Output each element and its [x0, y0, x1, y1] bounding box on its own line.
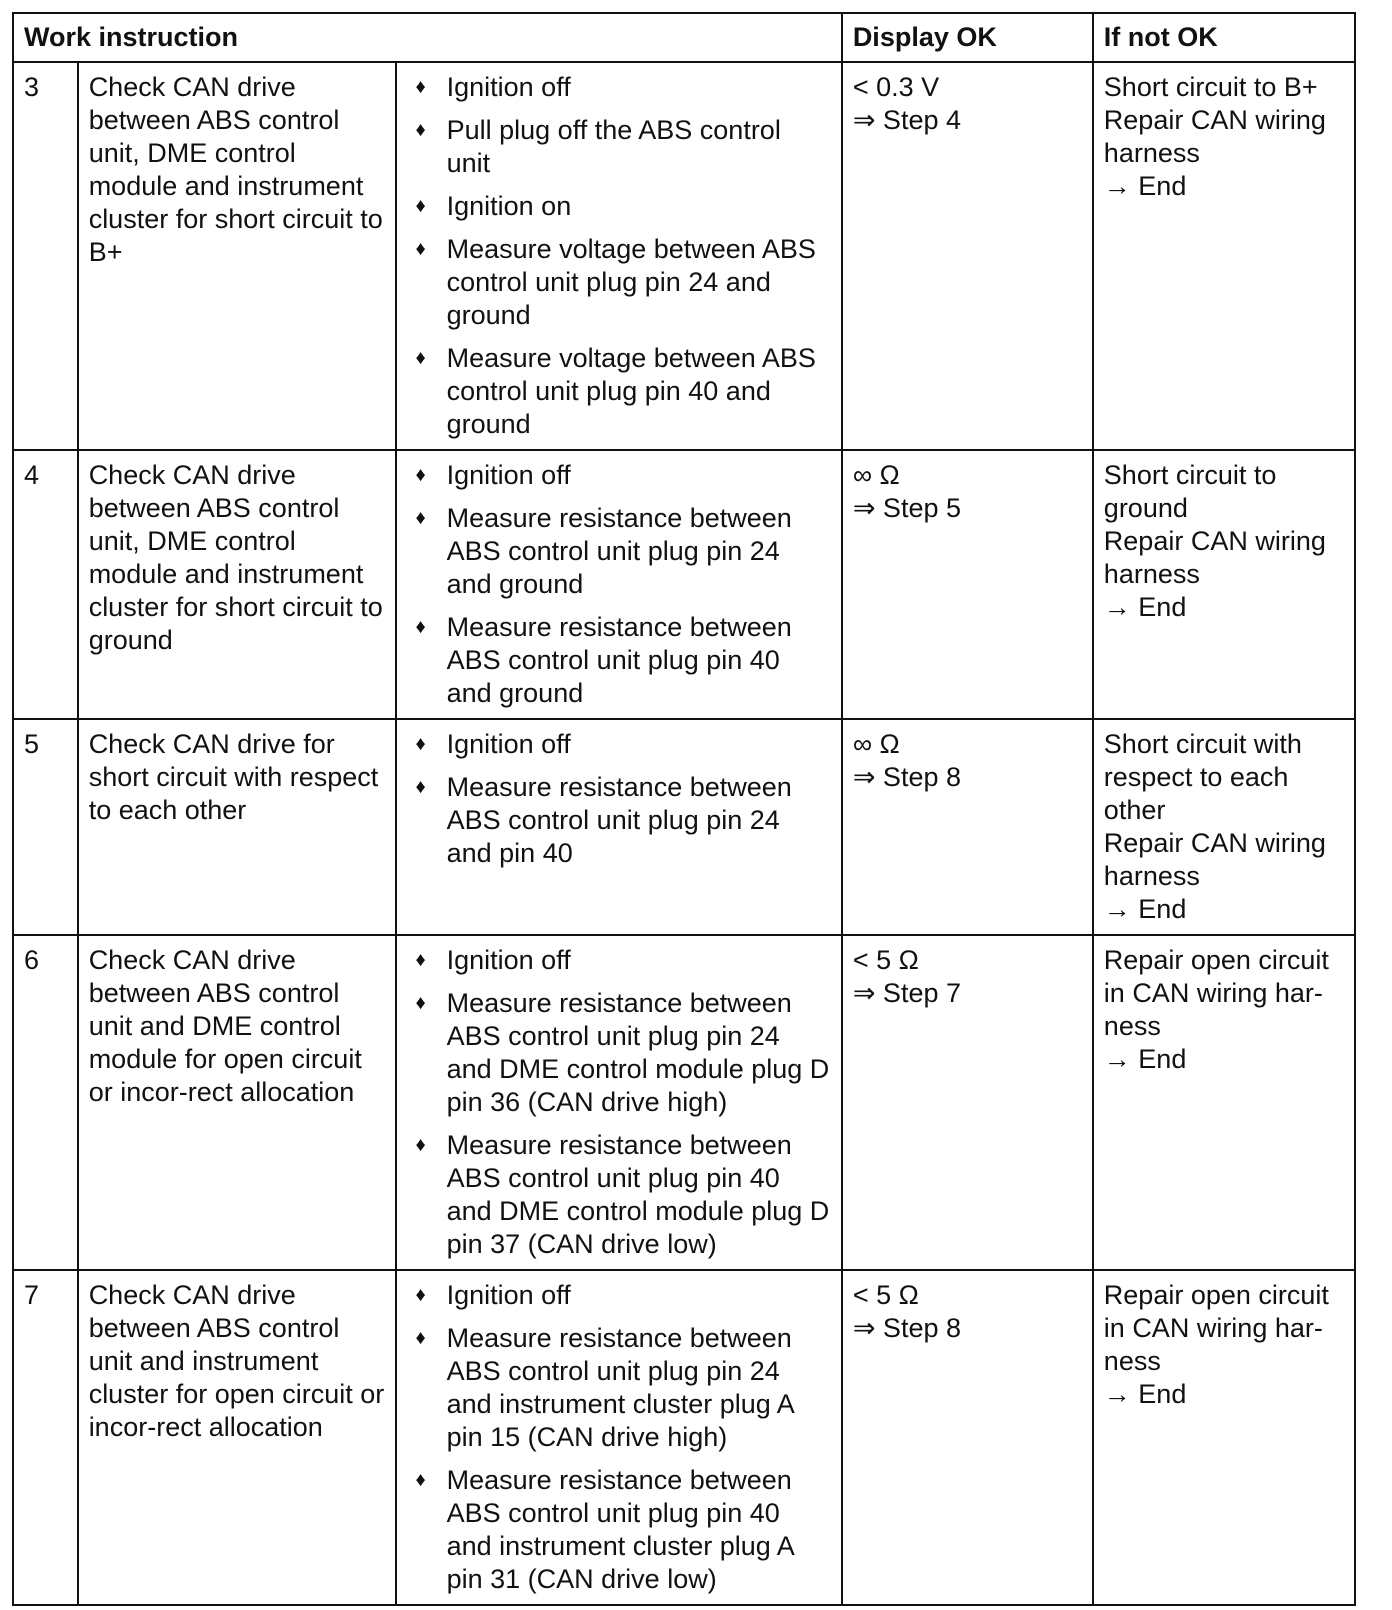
diamond-bullet-icon: ♦ — [415, 76, 426, 98]
action-item — [407, 611, 831, 710]
action-item — [407, 1129, 831, 1261]
action-text: Measure resistance between ABS control unit plug pin 40 and ground — [446, 612, 792, 708]
display-ok-line: ⇒ Step 8 — [852, 1313, 961, 1343]
action-item — [407, 71, 831, 104]
if-not-ok-line: Repair CAN wiring harness — [1103, 105, 1326, 168]
header-display-ok: Display OK — [842, 13, 1093, 62]
action-item — [407, 190, 831, 223]
step-actions — [396, 1270, 842, 1605]
diamond-bullet-icon: ♦ — [415, 992, 426, 1014]
action-item — [407, 459, 831, 492]
step-number: 5 — [13, 719, 78, 935]
if-not-ok-line: Repair CAN wiring harness — [1103, 526, 1326, 589]
diamond-bullet-icon: ♦ — [415, 733, 426, 755]
diamond-bullet-icon: ♦ — [415, 464, 426, 486]
display-ok-line: ⇒ Step 5 — [852, 493, 961, 523]
action-list — [407, 71, 831, 441]
table-row — [13, 450, 1355, 719]
work-instruction-table — [12, 12, 1356, 1606]
display-ok-line: < 5 Ω — [852, 1280, 919, 1310]
step-description: Check CAN drive between ABS control unit and DME control module for open circuit or incor-rect allocation — [78, 935, 396, 1270]
display-ok-cell — [842, 62, 1093, 450]
action-text: Ignition on — [446, 191, 572, 221]
action-text: Ignition off — [446, 945, 571, 975]
diamond-bullet-icon: ♦ — [415, 238, 426, 260]
diamond-bullet-icon: ♦ — [415, 507, 426, 529]
table-row — [13, 62, 1355, 450]
action-text: Measure voltage between ABS control unit plug pin 40 and ground — [446, 343, 816, 439]
diamond-bullet-icon: ♦ — [415, 616, 426, 638]
action-list — [407, 1279, 831, 1596]
if-not-ok-cell — [1093, 450, 1355, 719]
display-ok-line: ⇒ Step 4 — [852, 105, 961, 135]
display-ok-line: ⇒ Step 8 — [852, 762, 961, 792]
action-item — [407, 233, 831, 332]
action-list — [407, 944, 831, 1261]
diamond-bullet-icon: ♦ — [415, 1134, 426, 1156]
table-header-row — [13, 13, 1355, 62]
step-number: 7 — [13, 1270, 78, 1605]
header-work-instruction: Work instruction — [13, 13, 842, 62]
action-text: Measure resistance between ABS control unit plug pin 24 and pin 40 — [446, 772, 792, 868]
diamond-bullet-icon: ♦ — [415, 1284, 426, 1306]
action-item — [407, 1279, 831, 1312]
step-actions — [396, 62, 842, 450]
if-not-ok-line: → End — [1103, 894, 1187, 924]
display-ok-cell — [842, 450, 1093, 719]
display-ok-line: ⇒ Step 7 — [852, 978, 961, 1008]
if-not-ok-cell — [1093, 1270, 1355, 1605]
diamond-bullet-icon: ♦ — [415, 119, 426, 141]
step-actions — [396, 450, 842, 719]
action-text: Measure resistance between ABS control unit plug pin 40 and DME control module plug D pin 37 (CAN drive low) — [446, 1130, 830, 1259]
if-not-ok-cell — [1093, 62, 1355, 450]
display-ok-line: ∞ Ω — [852, 460, 900, 490]
action-item — [407, 987, 831, 1119]
step-description: Check CAN drive for short circuit with respect to each other — [78, 719, 396, 935]
if-not-ok-line: Repair open circuit in CAN wiring har-ness — [1103, 1280, 1329, 1376]
if-not-ok-line: → End — [1103, 1379, 1187, 1409]
if-not-ok-line: Short circuit to ground — [1103, 460, 1277, 523]
if-not-ok-line: → End — [1103, 1044, 1187, 1074]
step-description: Check CAN drive between ABS control unit and instrument cluster for open circuit or incor-rect allocation — [78, 1270, 396, 1605]
table-row — [13, 719, 1355, 935]
display-ok-cell — [842, 1270, 1093, 1605]
action-text: Ignition off — [446, 1280, 571, 1310]
action-item — [407, 1464, 831, 1596]
action-text: Ignition off — [446, 729, 571, 759]
action-item — [407, 342, 831, 441]
if-not-ok-cell — [1093, 935, 1355, 1270]
action-text: Measure resistance between ABS control unit plug pin 24 and instrument cluster plug A pin 15 (CAN drive high) — [446, 1323, 794, 1452]
display-ok-line: ∞ Ω — [852, 729, 900, 759]
diamond-bullet-icon: ♦ — [415, 1469, 426, 1491]
step-actions — [396, 719, 842, 935]
diamond-bullet-icon: ♦ — [415, 949, 426, 971]
table-body — [13, 62, 1355, 1605]
if-not-ok-cell — [1093, 719, 1355, 935]
display-ok-cell — [842, 935, 1093, 1270]
action-text: Measure resistance between ABS control unit plug pin 24 and ground — [446, 503, 792, 599]
action-item — [407, 771, 831, 870]
diamond-bullet-icon: ♦ — [415, 776, 426, 798]
diamond-bullet-icon: ♦ — [415, 1327, 426, 1349]
action-text: Ignition off — [446, 460, 571, 490]
action-list — [407, 459, 831, 710]
action-item — [407, 944, 831, 977]
action-text: Measure voltage between ABS control unit plug pin 24 and ground — [446, 234, 816, 330]
action-text: Measure resistance between ABS control unit plug pin 40 and instrument cluster plug A pin 31 (CAN drive low) — [446, 1465, 794, 1594]
step-number: 6 — [13, 935, 78, 1270]
action-text: Measure resistance between ABS control unit plug pin 24 and DME control module plug D pin 36 (CAN drive high) — [446, 988, 830, 1117]
if-not-ok-line: Repair open circuit in CAN wiring har-ness — [1103, 945, 1329, 1041]
step-description: Check CAN drive between ABS control unit, DME control module and instrument cluster for short circuit to ground — [78, 450, 396, 719]
header-if-not-ok: If not OK — [1093, 13, 1355, 62]
if-not-ok-line: Short circuit to B+ — [1103, 72, 1318, 102]
step-number: 4 — [13, 450, 78, 719]
if-not-ok-line: Repair CAN wiring harness — [1103, 828, 1326, 891]
action-item — [407, 502, 831, 601]
action-list — [407, 728, 831, 870]
diamond-bullet-icon: ♦ — [415, 195, 426, 217]
if-not-ok-line: Short circuit with respect to each other — [1103, 729, 1302, 825]
action-text: Pull plug off the ABS control unit — [446, 115, 781, 178]
table-row — [13, 935, 1355, 1270]
if-not-ok-line: → End — [1103, 592, 1187, 622]
action-text: Ignition off — [446, 72, 571, 102]
action-item — [407, 728, 831, 761]
if-not-ok-line: → End — [1103, 171, 1187, 201]
display-ok-line: < 0.3 V — [852, 72, 940, 102]
display-ok-cell — [842, 719, 1093, 935]
action-item — [407, 114, 831, 180]
step-description: Check CAN drive between ABS control unit, DME control module and instrument cluster for short circuit to B+ — [78, 62, 396, 450]
step-actions — [396, 935, 842, 1270]
step-number: 3 — [13, 62, 78, 450]
diamond-bullet-icon: ♦ — [415, 347, 426, 369]
table-row — [13, 1270, 1355, 1605]
action-item — [407, 1322, 831, 1454]
display-ok-line: < 5 Ω — [852, 945, 919, 975]
